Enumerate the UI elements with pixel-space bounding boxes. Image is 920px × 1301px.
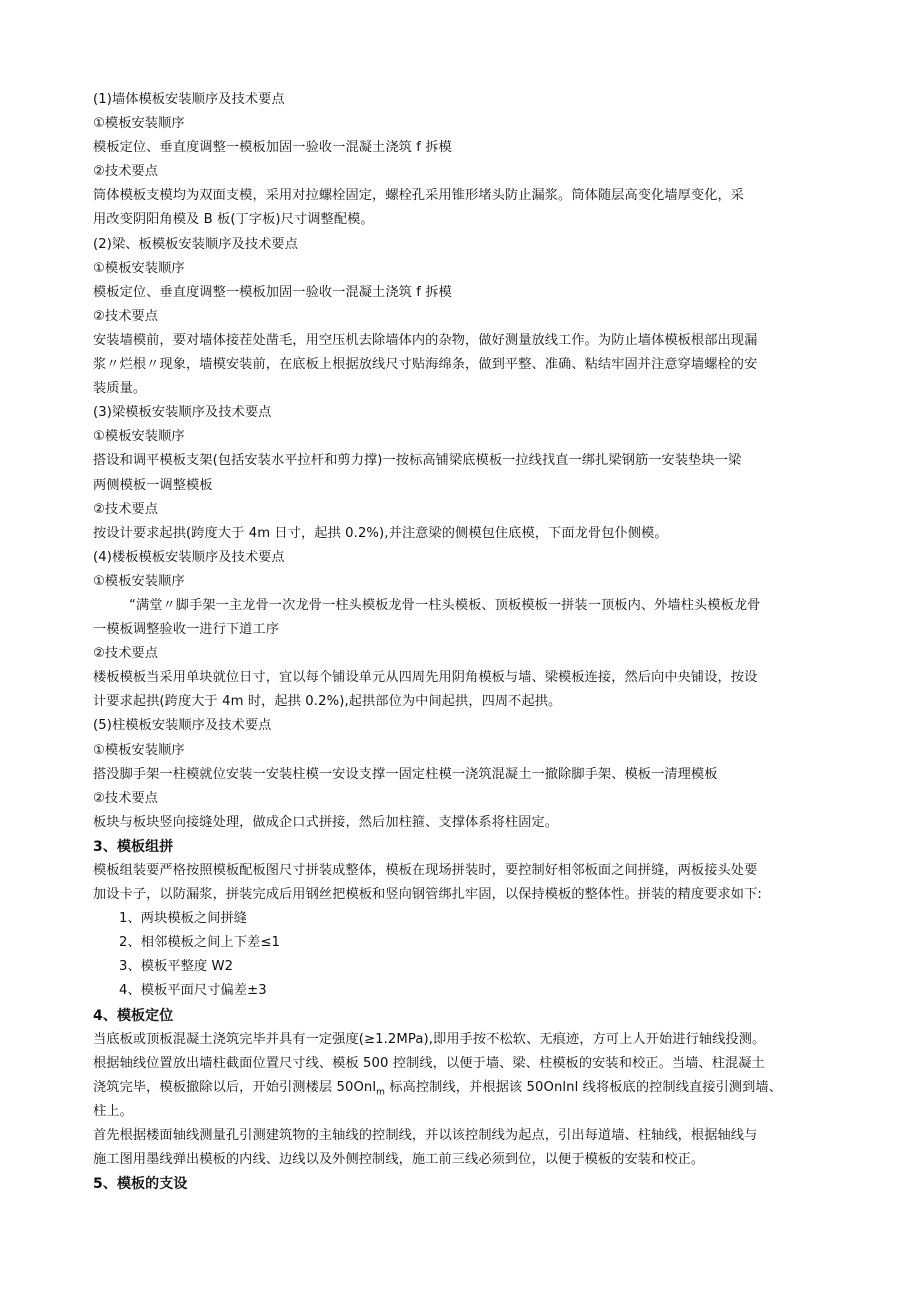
section-heading-assembly: 3、模板组拼 bbox=[93, 838, 174, 855]
paragraph: 柱上。 bbox=[93, 1103, 133, 1119]
paragraph: 一模板调整验收一进行下道工序 bbox=[93, 622, 280, 638]
text-run: 浇筑完毕，模板撤除以后，开始引测楼层 50Onl bbox=[93, 1079, 377, 1095]
section-heading-support: 5、模板的支设 bbox=[93, 1176, 188, 1193]
paragraph: 按设计要求起拱(跨度大于 4m 日寸，起拱 0.2%),并注意梁的侧模包住底模，下面龙骨包仆侧模。 bbox=[93, 525, 668, 541]
paragraph: 根据轴线位置放出墙柱截面位置尺寸线、模板 500 控制线，以便于墙、梁、柱模板的安装和校正。当墙、柱混凝土 bbox=[93, 1055, 765, 1071]
paragraph: 两侧模板一调整模板 bbox=[93, 477, 213, 493]
paragraph: 装质量。 bbox=[93, 381, 147, 397]
paragraph: 施工图用墨线弹出模板的内线、边线以及外侧控制线，施工前三线必须到位，以便于模板的安装和校正。 bbox=[93, 1152, 705, 1168]
paragraph: 浆〃烂根〃现象，墙模安装前，在底板上根据放线尺寸贴海绵条，做到平整、准确、粘结牢固并注意穿墙螺栓的安 bbox=[93, 357, 758, 373]
list-item: 3、模板平整度 W2 bbox=[119, 959, 234, 975]
subheading-tech-points: ②技术要点 bbox=[93, 501, 159, 517]
subheading-tech-points: ②技术要点 bbox=[93, 164, 159, 180]
subheading-tech-points: ②技术要点 bbox=[93, 790, 159, 806]
paragraph: 用改变阴阳角模及 B 板(丁字板)尺寸调整配模。 bbox=[93, 212, 374, 228]
paragraph: 楼板模板当采用单块就位日寸，宜以每个铺设单元从四周先用阴角模板与墙、梁模板连接，然后向中央铺设，按设 bbox=[93, 670, 758, 686]
paragraph: 计要求起拱(跨度大于 4m 时，起拱 0.2%),起拱部位为中间起拱，四周不起拱。 bbox=[93, 694, 562, 710]
list-item: 1、两块模板之间拼缝 bbox=[119, 911, 248, 927]
paragraph: 当底板或顶板混凝土浇筑完毕并具有一定强度(≥1.2MPa),即用手按不松软、无痕迹，方可上人开始进行轴线投测。 bbox=[93, 1031, 766, 1047]
subheading-tech-points: ②技术要点 bbox=[93, 308, 159, 324]
paragraph: 板块与板块竖向接缝处理，做成企口式拼接，然后加柱箍、支撑体系将柱固定。 bbox=[93, 814, 559, 830]
section-heading-floor-slab: (4)楼板模板安装顺序及技术要点 bbox=[93, 549, 285, 565]
subheading-sequence: ①模板安装顺序 bbox=[93, 116, 185, 132]
paragraph: 模板定位、垂直度调整一模板加固一验收一混凝土浇筑 f 拆模 bbox=[93, 140, 452, 156]
paragraph: “满堂〃脚手架一主龙骨一次龙骨一柱头模板龙骨一柱头模板、顶板模板一拼装一顶板内、外墙柱头模板龙骨 bbox=[129, 597, 761, 613]
paragraph: 模板组装要严格按照模板配板图尺寸拼装成整体，模板在现场拼装时，要控制好相邻板面之间拼缝，两板接头处要 bbox=[93, 863, 758, 878]
paragraph: 加设卡子，以防漏浆，拼装完成后用钢丝把模板和竖向钢管绑扎牢固，以保持模板的整体性。拼装的精度要求如下: bbox=[93, 887, 762, 903]
subheading-sequence: ①模板安装顺序 bbox=[93, 573, 185, 589]
section-heading-beam: (3)梁模板安装顺序及技术要点 bbox=[93, 405, 272, 421]
paragraph: 搭设和调平模板支架(包括安装水平拉杆和剪力撑)一按标高铺梁底模板一拉线找直一绑扎梁钢筋一安装垫块一梁 bbox=[93, 453, 742, 469]
section-heading-beam-slab: (2)梁、板模板安装顺序及技术要点 bbox=[93, 236, 299, 252]
paragraph: 搭没脚手架一柱模就位安装一安装柱模一安设支撑一固定柱模一浇筑混凝土一撤除脚手架、模板一清理模板 bbox=[93, 766, 718, 782]
section-heading-wall: (1)墙体模板安装顺序及技术要点 bbox=[93, 92, 285, 107]
paragraph: 模板定位、垂直度调整一模板加固一验收一混凝土浇筑 f 拆模 bbox=[93, 284, 452, 300]
subheading-sequence: ①模板安装顺序 bbox=[93, 429, 185, 445]
subheading-sequence: ①模板安装顺序 bbox=[93, 742, 185, 758]
subheading-sequence: ①模板安装顺序 bbox=[93, 260, 185, 276]
list-item: 2、相邻模板之间上下差≤1 bbox=[119, 935, 281, 951]
paragraph: 安装墙模前，要对墙体接茬处凿毛，用空压机去除墙体内的杂物，做好测量放线工作。为防止墙体模板根部出现漏 bbox=[93, 332, 758, 348]
text-run: 标高控制线，并根据该 50Onlnl 线将板底的控制线直接引测到墙、 bbox=[385, 1079, 782, 1095]
paragraph: 首先根据楼面轴线测量孔引测建筑物的主轴线的控制线，并以该控制线为起点，引出每道墙、柱轴线，根据轴线与 bbox=[93, 1128, 758, 1144]
paragraph bbox=[93, 1076, 833, 1100]
paragraph: 筒体模板支模均为双面支模，采用对拉螺栓固定，螺栓孔采用锥形堵头防止漏浆。筒体随层高变化墙厚变化，采 bbox=[93, 188, 745, 204]
subheading-tech-points: ②技术要点 bbox=[93, 646, 159, 662]
subscript-run: m bbox=[376, 1087, 386, 1098]
section-heading-positioning: 4、模板定位 bbox=[93, 1007, 174, 1024]
section-heading-column: (5)柱模板安装顺序及技术要点 bbox=[93, 718, 272, 734]
document-page bbox=[93, 88, 833, 1196]
list-item: 4、模板平面尺寸偏差±3 bbox=[119, 983, 267, 999]
